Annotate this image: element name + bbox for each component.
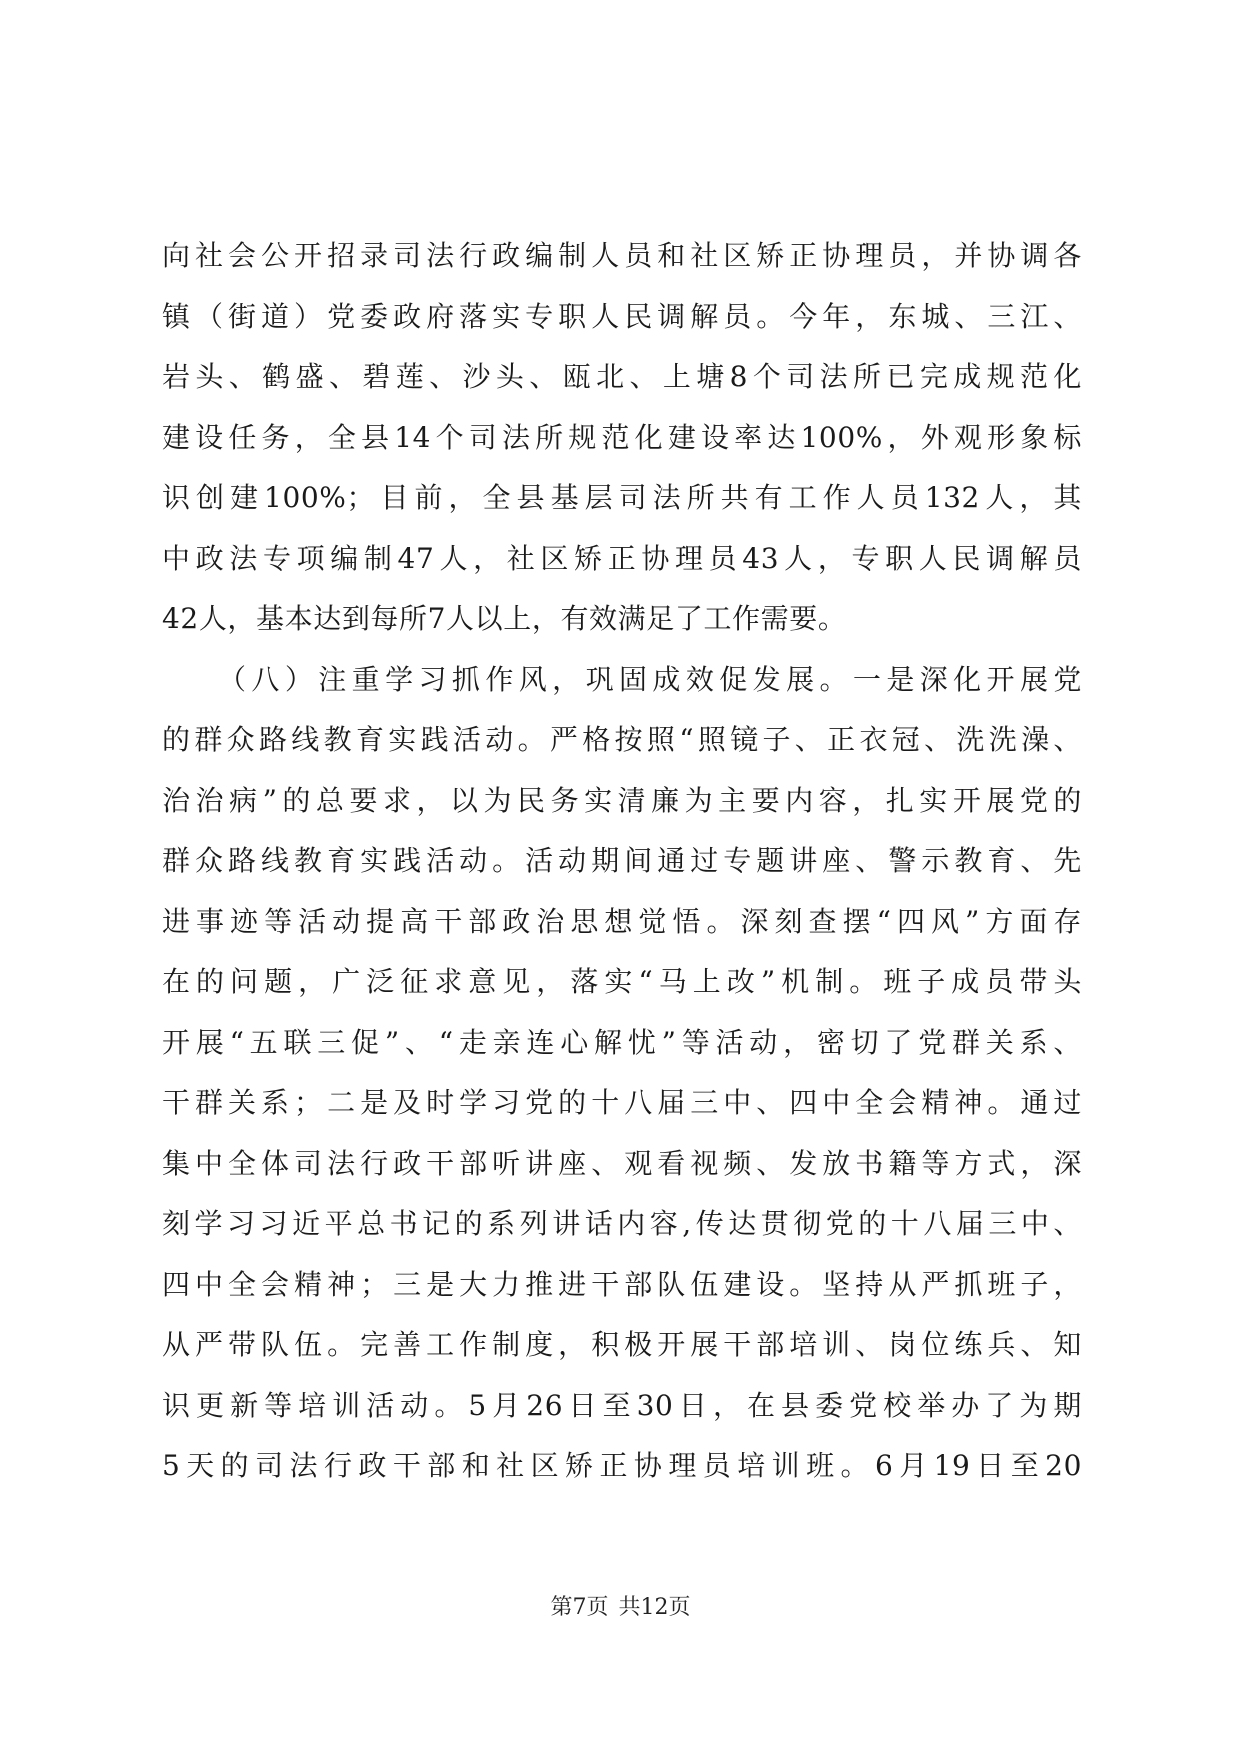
text-line: 镇（街道）党委政府落实专职人民调解员。今年，东城、三江、 (162, 299, 1082, 333)
text-line: 建设任务，全县14个司法所规范化建设率达100%，外观形象标 (162, 420, 1082, 454)
text-line: 开展“五联三促”、“走亲连心解忧”等活动，密切了党群关系、 (162, 1025, 1082, 1059)
text-line: 治治病”的总要求，以为民务实清廉为主要内容，扎实开展党的 (162, 783, 1082, 817)
body-text (162, 226, 1082, 1497)
text-line: 在的问题，广泛征求意见，落实“马上改”机制。班子成员带头 (162, 965, 1082, 998)
text-line: 集中全体司法行政干部听讲座、观看视频、发放书籍等方式，深 (162, 1146, 1082, 1180)
text-line: 群众路线教育实践活动。活动期间通过专题讲座、警示教育、先 (162, 844, 1082, 877)
text-line-paragraph-end: 42人，基本达到每所7人以上，有效满足了工作需要。 (162, 602, 847, 635)
text-line: 向社会公开招录司法行政编制人员和社区矫正协理员，并协调各 (162, 239, 1082, 272)
text-line: 干群关系；二是及时学习党的十八届三中、四中全会精神。通过 (162, 1086, 1082, 1119)
text-line: 岩头、鹤盛、碧莲、沙头、瓯北、上塘8个司法所已完成规范化 (162, 360, 1082, 393)
text-line: 进事迹等活动提高干部政治思想觉悟。深刻查摆“四风”方面存 (162, 904, 1082, 938)
section-heading-line: （八）注重学习抓作风，巩固成效促发展。一是深化开展党 (218, 662, 1082, 696)
text-line: 中政法专项编制47人，社区矫正协理员43人，专职人民调解员 (162, 541, 1082, 575)
page-total: 共12页 (618, 1595, 691, 1620)
text-line: 5天的司法行政干部和社区矫正协理员培训班。6月19日至20 (162, 1449, 1082, 1482)
page-footer (0, 1594, 1241, 1622)
text-line: 刻学习习近平总书记的系列讲话内容,传达贯彻党的十八届三中、 (162, 1207, 1082, 1240)
page-number: 第7页 (550, 1595, 609, 1620)
text-line: 四中全会精神；三是大力推进干部队伍建设。坚持从严抓班子， (162, 1267, 1082, 1301)
text-line: 从严带队伍。完善工作制度，积极开展干部培训、岗位练兵、知 (162, 1328, 1082, 1361)
text-line: 的群众路线教育实践活动。严格按照“照镜子、正衣冠、洗洗澡、 (162, 723, 1082, 756)
text-line: 识创建100%；目前，全县基层司法所共有工作人员132人，其 (162, 481, 1082, 514)
text-line: 识更新等培训活动。5月26日至30日，在县委党校举办了为期 (162, 1388, 1082, 1422)
